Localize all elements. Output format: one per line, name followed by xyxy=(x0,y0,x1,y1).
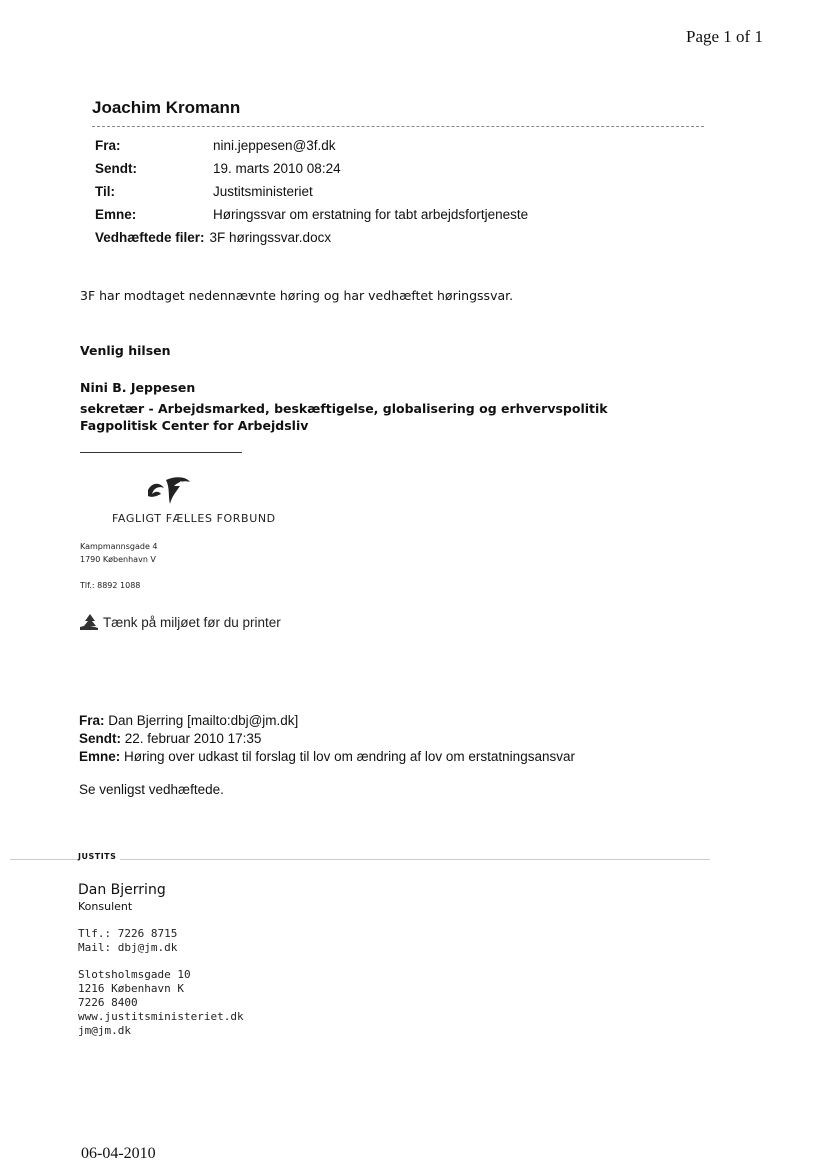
header-key: Vedhæftede filer: xyxy=(95,230,205,245)
union-logo-icon xyxy=(146,474,192,506)
forwarded-from-value: Dan Bjerring [mailto:dbj@jm.dk] xyxy=(108,713,299,728)
header-key: Til: xyxy=(95,184,115,199)
print-date: 06-04-2010 xyxy=(81,1145,156,1162)
logo-bird-right xyxy=(166,477,190,504)
header-row-to xyxy=(95,184,313,200)
forwarded-subject-value: Høring over udkast til forslag til lov om ændring af lov om erstatningsansvar xyxy=(124,749,575,764)
contact-phone: Tlf.: 7226 8715 xyxy=(78,927,178,940)
contact-website: www.justitsministeriet.dk xyxy=(78,1010,244,1023)
forwarded-subject xyxy=(79,749,575,765)
eco-note: Tænk på miljøet før du printer xyxy=(103,615,281,630)
header-value: Justitsministeriet xyxy=(213,184,313,199)
org-phone: Tlf.: 8892 1088 xyxy=(80,581,141,590)
header-value: Høringssvar om erstatning for tabt arbejdsfortjeneste xyxy=(213,207,529,222)
tree-ground xyxy=(80,626,98,630)
contact-role: Konsulent xyxy=(78,900,133,913)
logo-bird-left xyxy=(148,484,164,497)
header-value: nini.jeppesen@3f.dk xyxy=(213,138,336,153)
tree-icon xyxy=(79,613,99,631)
contact-address-line1: Slotsholmsgade 10 xyxy=(78,968,191,981)
header-divider xyxy=(92,126,704,127)
greeting: Venlig hilsen xyxy=(80,343,171,358)
forwarded-sent-label: Sendt: xyxy=(79,731,121,746)
union-logo-text: FAGLIGT FÆLLES FORBUND xyxy=(112,512,276,525)
contact-address-line2: 1216 København K xyxy=(78,982,184,995)
contact-email: jm@jm.dk xyxy=(78,1024,131,1037)
mailbox-owner-name: Joachim Kromann xyxy=(92,98,241,117)
department-label: JUSTITS xyxy=(78,852,120,861)
signature-name: Nini B. Jeppesen xyxy=(80,380,196,395)
header-key: Fra: xyxy=(95,138,121,153)
contact-main-phone: 7226 8400 xyxy=(78,996,138,1009)
header-key: Emne: xyxy=(95,207,137,222)
header-value: 19. marts 2010 08:24 xyxy=(213,161,341,176)
org-address-line1: Kampmannsgade 4 xyxy=(80,542,158,551)
forwarded-sent xyxy=(79,731,261,747)
forwarded-from xyxy=(79,713,298,729)
org-address-line2: 1790 København V xyxy=(80,555,156,564)
logo-dot xyxy=(179,481,182,484)
header-row-sent xyxy=(95,161,341,177)
contact-name: Dan Bjerring xyxy=(78,882,166,898)
page-number-label: Page 1 of 1 xyxy=(686,27,763,46)
contact-mail: Mail: dbj@jm.dk xyxy=(78,941,178,954)
forwarded-subject-label: Emne: xyxy=(79,749,121,764)
email-body-text: 3F har modtaget nedennævnte høring og har vedhæftet høringssvar. xyxy=(80,288,514,303)
attachment-filename: 3F høringssvar.docx xyxy=(209,230,332,245)
forwarded-sent-value: 22. februar 2010 17:35 xyxy=(124,731,262,746)
header-row-from xyxy=(95,138,336,154)
signature-title: sekretær - Arbejdsmarked, beskæftigelse, globalisering og erhvervspolitik xyxy=(80,401,608,416)
header-row-attachments xyxy=(95,230,331,246)
forwarded-body: Se venligst vedhæftede. xyxy=(79,782,224,797)
signature-department: Fagpolitisk Center for Arbejdsliv xyxy=(80,418,309,433)
forwarded-from-label: Fra: xyxy=(79,713,105,728)
header-key: Sendt: xyxy=(95,161,137,176)
header-row-subject xyxy=(95,207,528,223)
tree-top xyxy=(84,614,96,626)
signature-divider xyxy=(80,452,242,453)
